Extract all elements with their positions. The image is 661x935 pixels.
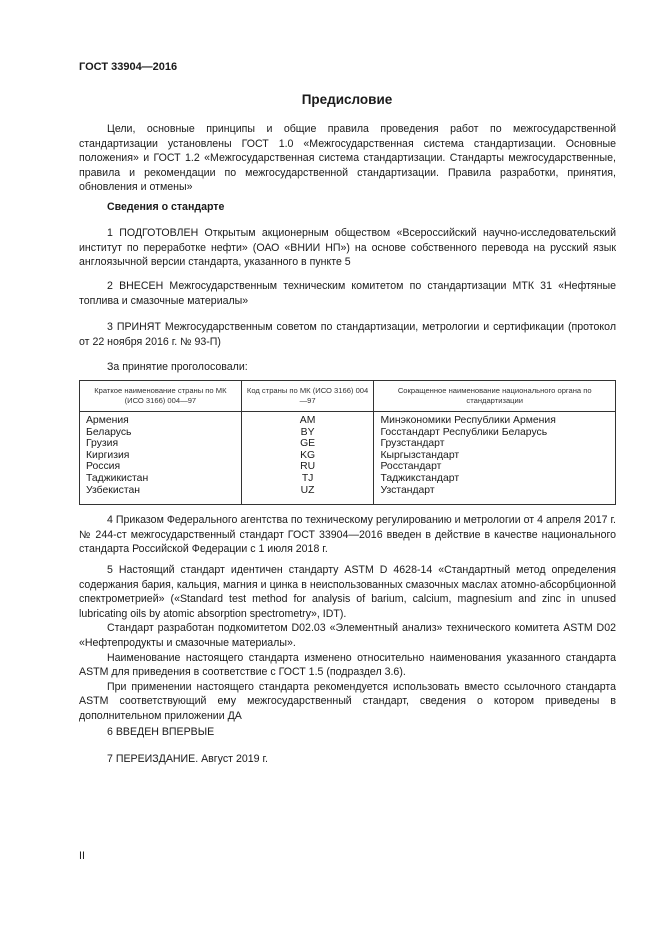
item-1 [79,226,616,270]
header-country: Краткое наименование страны по МК (ИСО 3166) 004—97 [80,381,242,412]
item-7-text: 7 ПЕРЕИЗДАНИЕ. Август 2019 г. [107,753,268,765]
item-7 [79,752,616,767]
item-2 [79,279,616,308]
item-5-text: 5 Настоящий стандарт идентичен стандарту ASTM D 4628-14 «Стандартный метод определения содержания бария, кальция, магния и цинка в неиспользованных смазочных маслах атомно-абсорбционной спектрометрией» («Standard test method for analysis of barium, calcium, magnesium and zinc in unused lubricating oils by atomic absorption spectrometry», IDT). [79,564,616,620]
code-cell: KG [241,450,374,462]
item-3-text: 3 ПРИНЯТ Межгосударственным советом по стандартизации, метрологии и сертификации (протокол от 22 ноября 2016 г. № 93-П) [79,321,616,348]
item-5-paragraph-3: Наименование настоящего стандарта изменено относительно наименования указанного стандарта ASTM для приведения в соответствие с ГОСТ 1.5 (подраздел 3.6). [79,651,616,679]
body-cell: Минэкономики Республики Армения [374,412,616,427]
table-row [80,485,616,505]
section-heading: Сведения о стандарте [107,201,225,213]
table-header-row [80,381,616,412]
table-row [80,438,616,450]
item-1-text: 1 ПОДГОТОВЛЕН Открытым акционерным обществом «Всероссийский научно-исследовательский институт по переработке нефти» (ОАО «ВНИИ НП») на основе собственного перевода на русский язык англоязычной версии стандарта, указанного в пункте 5 [79,227,616,269]
item-6-text: 6 ВВЕДЕН ВПЕРВЫЕ [107,726,215,738]
vote-line [79,360,616,375]
section-heading-block [79,200,616,215]
country-cell: Армения [80,412,242,427]
body-cell: Грузстандарт [374,438,616,450]
item-4 [79,513,616,557]
item-5-paragraph-2: Стандарт разработан подкомитетом D02.03 «Элементный анализ» технического комитета ASTM D02 «Нефтепродукты и смазочные материалы». [79,622,616,649]
country-cell: Россия [80,461,242,473]
table-row [80,412,616,427]
body-cell: Госстандарт Республики Беларусь [374,427,616,439]
item-3 [79,320,616,349]
body-cell: Росстандарт [374,461,616,473]
code-cell: RU [241,461,374,473]
item-5-paragraph-4: При применении настоящего стандарта рекомендуется использовать вместо ссылочного стандарта ASTM соответствующий ему межгосударственный стандарт, сведения о котором приведены в дополнительном приложении ДА [79,680,616,722]
header-code: Код страны по МК (ИСО 3166) 004—97 [241,381,374,412]
item-6 [79,725,616,740]
country-cell: Узбекистан [80,485,242,505]
table-row [80,427,616,439]
page-number: II [79,850,85,862]
table-row [80,461,616,473]
intro-paragraph [79,122,616,195]
item-4-text: 4 Приказом Федерального агентства по техническому регулированию и метрологии от 4 апреля 2017 г. № 244-ст межгосударственный стандарт ГОСТ 33904—2016 введен в действие в качестве национального стандарта Российской Федерации с 1 июля 2018 г. [79,514,616,556]
intro-text: Цели, основные принципы и общие правила проведения работ по межгосударственной стандартизации установлены ГОСТ 1.0 «Межгосударственная система стандартизации. Основные положения» и ГОСТ 1.2 «Межгосударственная система стандартизации. Стандарты межгосударственные, правила и рекомендации по межгосударственной стандартизации. Правила разработки, принятия, обновления и отмены» [79,123,616,194]
code-cell: UZ [241,485,374,505]
code-cell: BY [241,427,374,439]
body-cell: Кыргызстандарт [374,450,616,462]
header-body: Сокращенное наименование национального органа по стандартизации [374,381,616,412]
country-cell: Таджикистан [80,473,242,485]
table-row [80,473,616,485]
vote-text: За принятие проголосовали: [107,361,248,373]
body-cell: Таджикстандарт [374,473,616,485]
item-2-text: 2 ВНЕСЕН Межгосударственным техническим комитетом по стандартизации МТК 31 «Нефтяные топлива и смазочные материалы» [79,280,616,307]
voting-table [79,380,616,505]
table-row [80,450,616,462]
country-cell: Грузия [80,438,242,450]
voting-table-wrap [79,380,616,505]
standard-id: ГОСТ 33904—2016 [79,61,178,73]
country-cell: Киргизия [80,450,242,462]
code-cell: GE [241,438,374,450]
item-5 [79,563,616,724]
code-cell: AM [241,412,374,427]
country-cell: Беларусь [80,427,242,439]
code-cell: TJ [241,473,374,485]
page-title: Предисловие [301,92,393,107]
body-cell: Узстандарт [374,485,616,505]
